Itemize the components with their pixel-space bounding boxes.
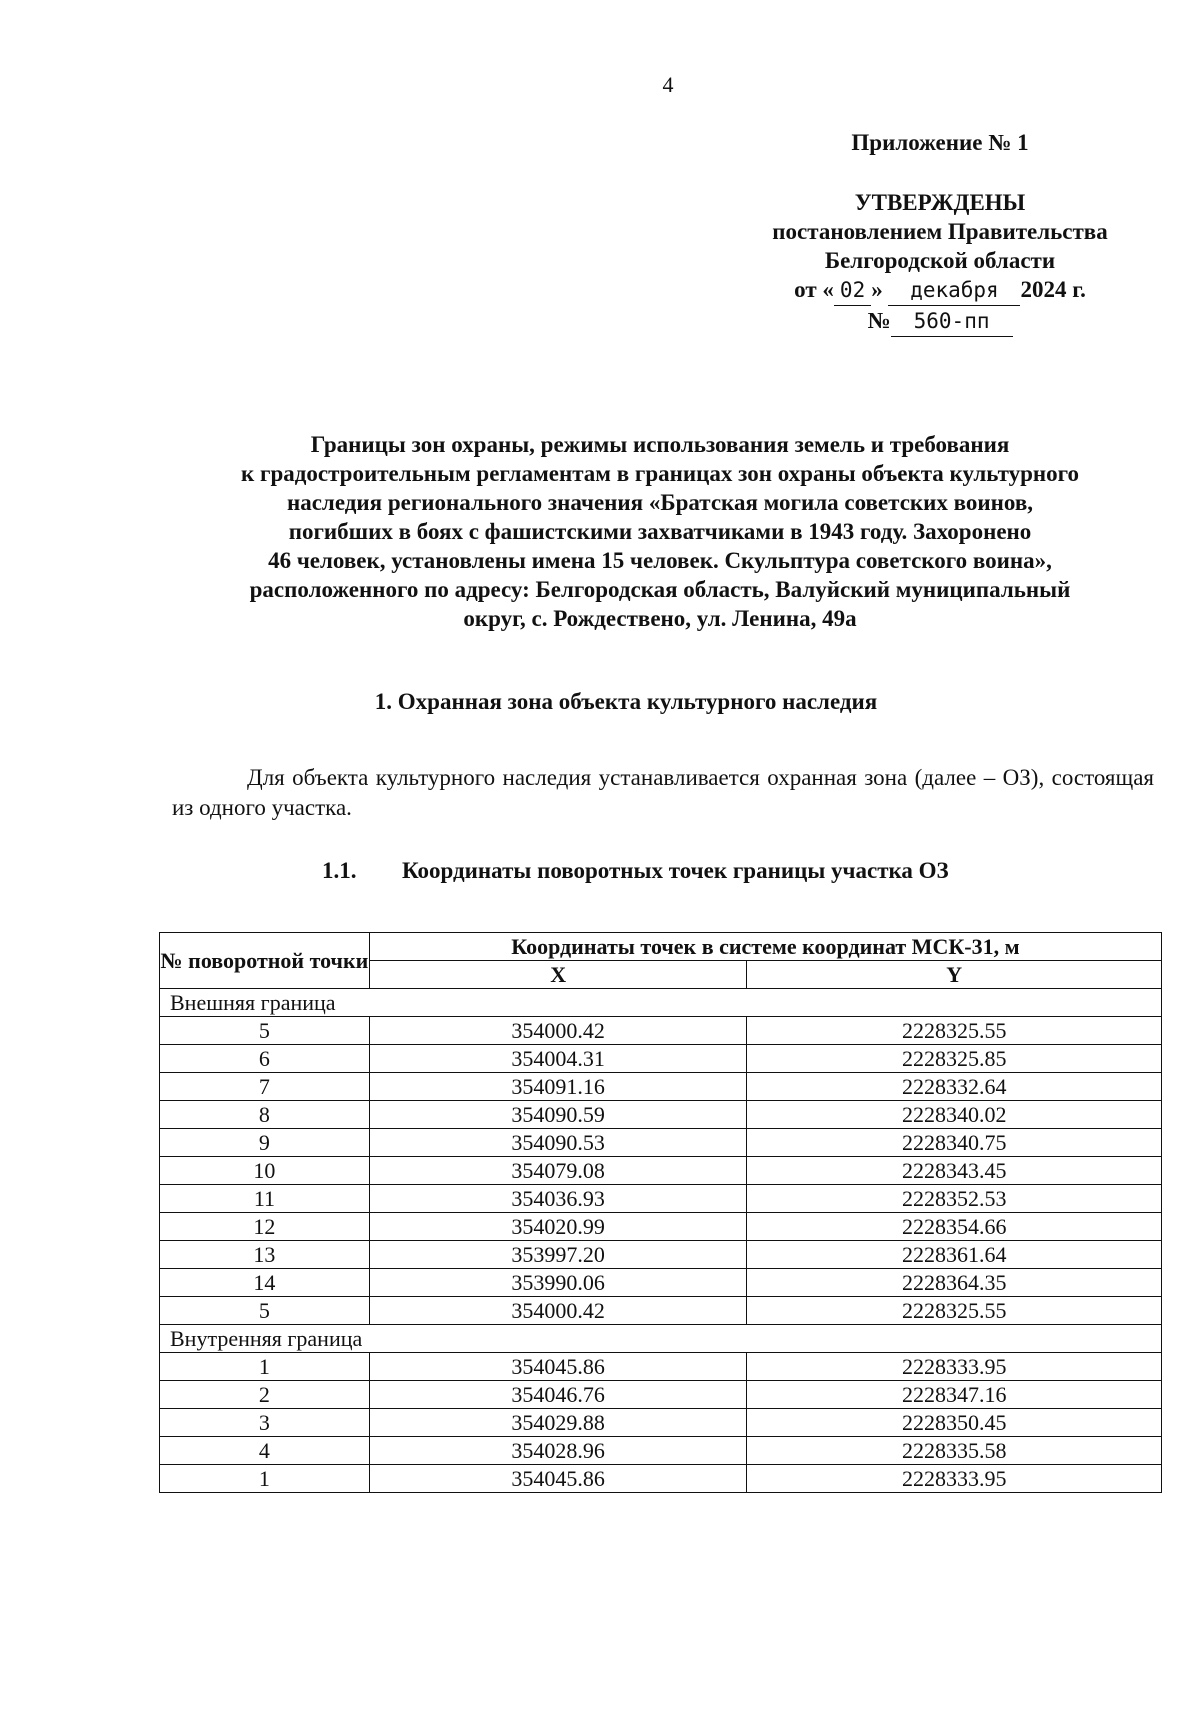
table-row [160, 1017, 1162, 1045]
table-row [160, 1185, 1162, 1213]
header-x: X [369, 961, 747, 989]
x-coordinate-cell: 354091.16 [369, 1073, 747, 1101]
x-coordinate-cell: 354045.86 [369, 1353, 747, 1381]
table-row [160, 1437, 1162, 1465]
approval-number [740, 306, 1140, 337]
x-coordinate-cell: 354029.88 [369, 1409, 747, 1437]
number-prefix: № [867, 308, 891, 333]
x-coordinate-cell: 354000.42 [369, 1017, 747, 1045]
point-number-cell: 2 [160, 1381, 370, 1409]
point-number-cell: 9 [160, 1129, 370, 1157]
point-number-cell: 11 [160, 1185, 370, 1213]
annex-label: Приложение № 1 [851, 130, 1029, 155]
y-coordinate-cell: 2228325.85 [747, 1045, 1162, 1073]
document-title [130, 430, 1190, 633]
group-label: Внутренняя граница [160, 1325, 1162, 1353]
approved-label: УТВЕРЖДЕНЫ [854, 190, 1026, 215]
date-month: декабря [888, 276, 1020, 306]
x-coordinate-cell: 353990.06 [369, 1269, 747, 1297]
approval-block [740, 128, 1140, 337]
y-coordinate-cell: 2228325.55 [747, 1297, 1162, 1325]
table-row [160, 1465, 1162, 1493]
point-number-cell: 1 [160, 1465, 370, 1493]
point-number-cell: 3 [160, 1409, 370, 1437]
table-row [160, 1353, 1162, 1381]
coordinates-table [159, 932, 1162, 1493]
title-line: округ, с. Рождествено, ул. Ленина, 49а [463, 606, 857, 631]
table-row [160, 1381, 1162, 1409]
point-number-cell: 5 [160, 1017, 370, 1045]
title-line: Границы зон охраны, режимы использования земель и требования [310, 432, 1010, 457]
point-number-cell: 8 [160, 1101, 370, 1129]
y-coordinate-cell: 2228340.75 [747, 1129, 1162, 1157]
table-row [160, 1297, 1162, 1325]
point-number-cell: 13 [160, 1241, 370, 1269]
section-1-1-heading [322, 858, 949, 884]
section-1-heading: 1. Охранная зона объекта культурного наследия [374, 689, 878, 714]
date-prefix: от « [794, 277, 834, 302]
point-number-cell: 6 [160, 1045, 370, 1073]
table-row [160, 1241, 1162, 1269]
header-point-number: № поворотной точки [160, 933, 370, 989]
x-coordinate-cell: 354020.99 [369, 1213, 747, 1241]
point-number-cell: 12 [160, 1213, 370, 1241]
y-coordinate-cell: 2228332.64 [747, 1073, 1162, 1101]
intro-paragraph: Для объекта культурного наследия устанавливается охранная зона (далее – ОЗ), состоящая из одного участка. [172, 765, 1154, 820]
x-coordinate-cell: 353997.20 [369, 1241, 747, 1269]
table-row [160, 1269, 1162, 1297]
x-coordinate-cell: 354004.31 [369, 1045, 747, 1073]
table-row [160, 1409, 1162, 1437]
y-coordinate-cell: 2228361.64 [747, 1241, 1162, 1269]
y-coordinate-cell: 2228364.35 [747, 1269, 1162, 1297]
date-mid: » [871, 277, 883, 302]
approval-line-1: постановлением Правительства [772, 219, 1108, 244]
table-row [160, 1073, 1162, 1101]
date-day: 02 [834, 276, 871, 306]
date-year: 2024 г. [1020, 277, 1086, 302]
group-row [160, 989, 1162, 1017]
y-coordinate-cell: 2228352.53 [747, 1185, 1162, 1213]
y-coordinate-cell: 2228333.95 [747, 1465, 1162, 1493]
x-coordinate-cell: 354036.93 [369, 1185, 747, 1213]
point-number-cell: 14 [160, 1269, 370, 1297]
x-coordinate-cell: 354028.96 [369, 1437, 747, 1465]
approval-line-2: Белгородской области [824, 248, 1056, 273]
point-number-cell: 4 [160, 1437, 370, 1465]
approval-date [740, 275, 1140, 306]
table-row [160, 1213, 1162, 1241]
x-coordinate-cell: 354090.59 [369, 1101, 747, 1129]
y-coordinate-cell: 2228343.45 [747, 1157, 1162, 1185]
table-row [160, 1129, 1162, 1157]
title-line: погибших в боях с фашистскими захватчиками в 1943 году. Захоронено [288, 519, 1032, 544]
group-row [160, 1325, 1162, 1353]
x-coordinate-cell: 354000.42 [369, 1297, 747, 1325]
x-coordinate-cell: 354045.86 [369, 1465, 747, 1493]
title-line: расположенного по адресу: Белгородская область, Валуйский муниципальный [249, 577, 1071, 602]
page-number: 4 [662, 72, 674, 97]
header-y: Y [747, 961, 1162, 989]
table-row [160, 1157, 1162, 1185]
y-coordinate-cell: 2228347.16 [747, 1381, 1162, 1409]
title-line: 46 человек, установлены имена 15 человек. Скульптура советского воина», [268, 548, 1052, 573]
y-coordinate-cell: 2228325.55 [747, 1017, 1162, 1045]
title-line: наследия регионального значения «Братская могила советских воинов, [286, 490, 1034, 515]
y-coordinate-cell: 2228350.45 [747, 1409, 1162, 1437]
point-number-cell: 5 [160, 1297, 370, 1325]
table-row [160, 1045, 1162, 1073]
y-coordinate-cell: 2228335.58 [747, 1437, 1162, 1465]
section-1-1-number: 1.1. [322, 858, 357, 883]
group-label: Внешняя граница [160, 989, 1162, 1017]
x-coordinate-cell: 354090.53 [369, 1129, 747, 1157]
x-coordinate-cell: 354079.08 [369, 1157, 747, 1185]
title-line: к градостроительным регламентам в границах зон охраны объекта культурного [241, 461, 1079, 486]
y-coordinate-cell: 2228354.66 [747, 1213, 1162, 1241]
number-value: 560-пп [891, 307, 1013, 337]
section-1-1-text: Координаты поворотных точек границы участка ОЗ [402, 858, 949, 883]
table-body [160, 989, 1162, 1493]
point-number-cell: 1 [160, 1353, 370, 1381]
y-coordinate-cell: 2228340.02 [747, 1101, 1162, 1129]
y-coordinate-cell: 2228333.95 [747, 1353, 1162, 1381]
point-number-cell: 7 [160, 1073, 370, 1101]
table-row [160, 1101, 1162, 1129]
header-coordinates: Координаты точек в системе координат МСК-31, м [369, 933, 1161, 961]
x-coordinate-cell: 354046.76 [369, 1381, 747, 1409]
point-number-cell: 10 [160, 1157, 370, 1185]
